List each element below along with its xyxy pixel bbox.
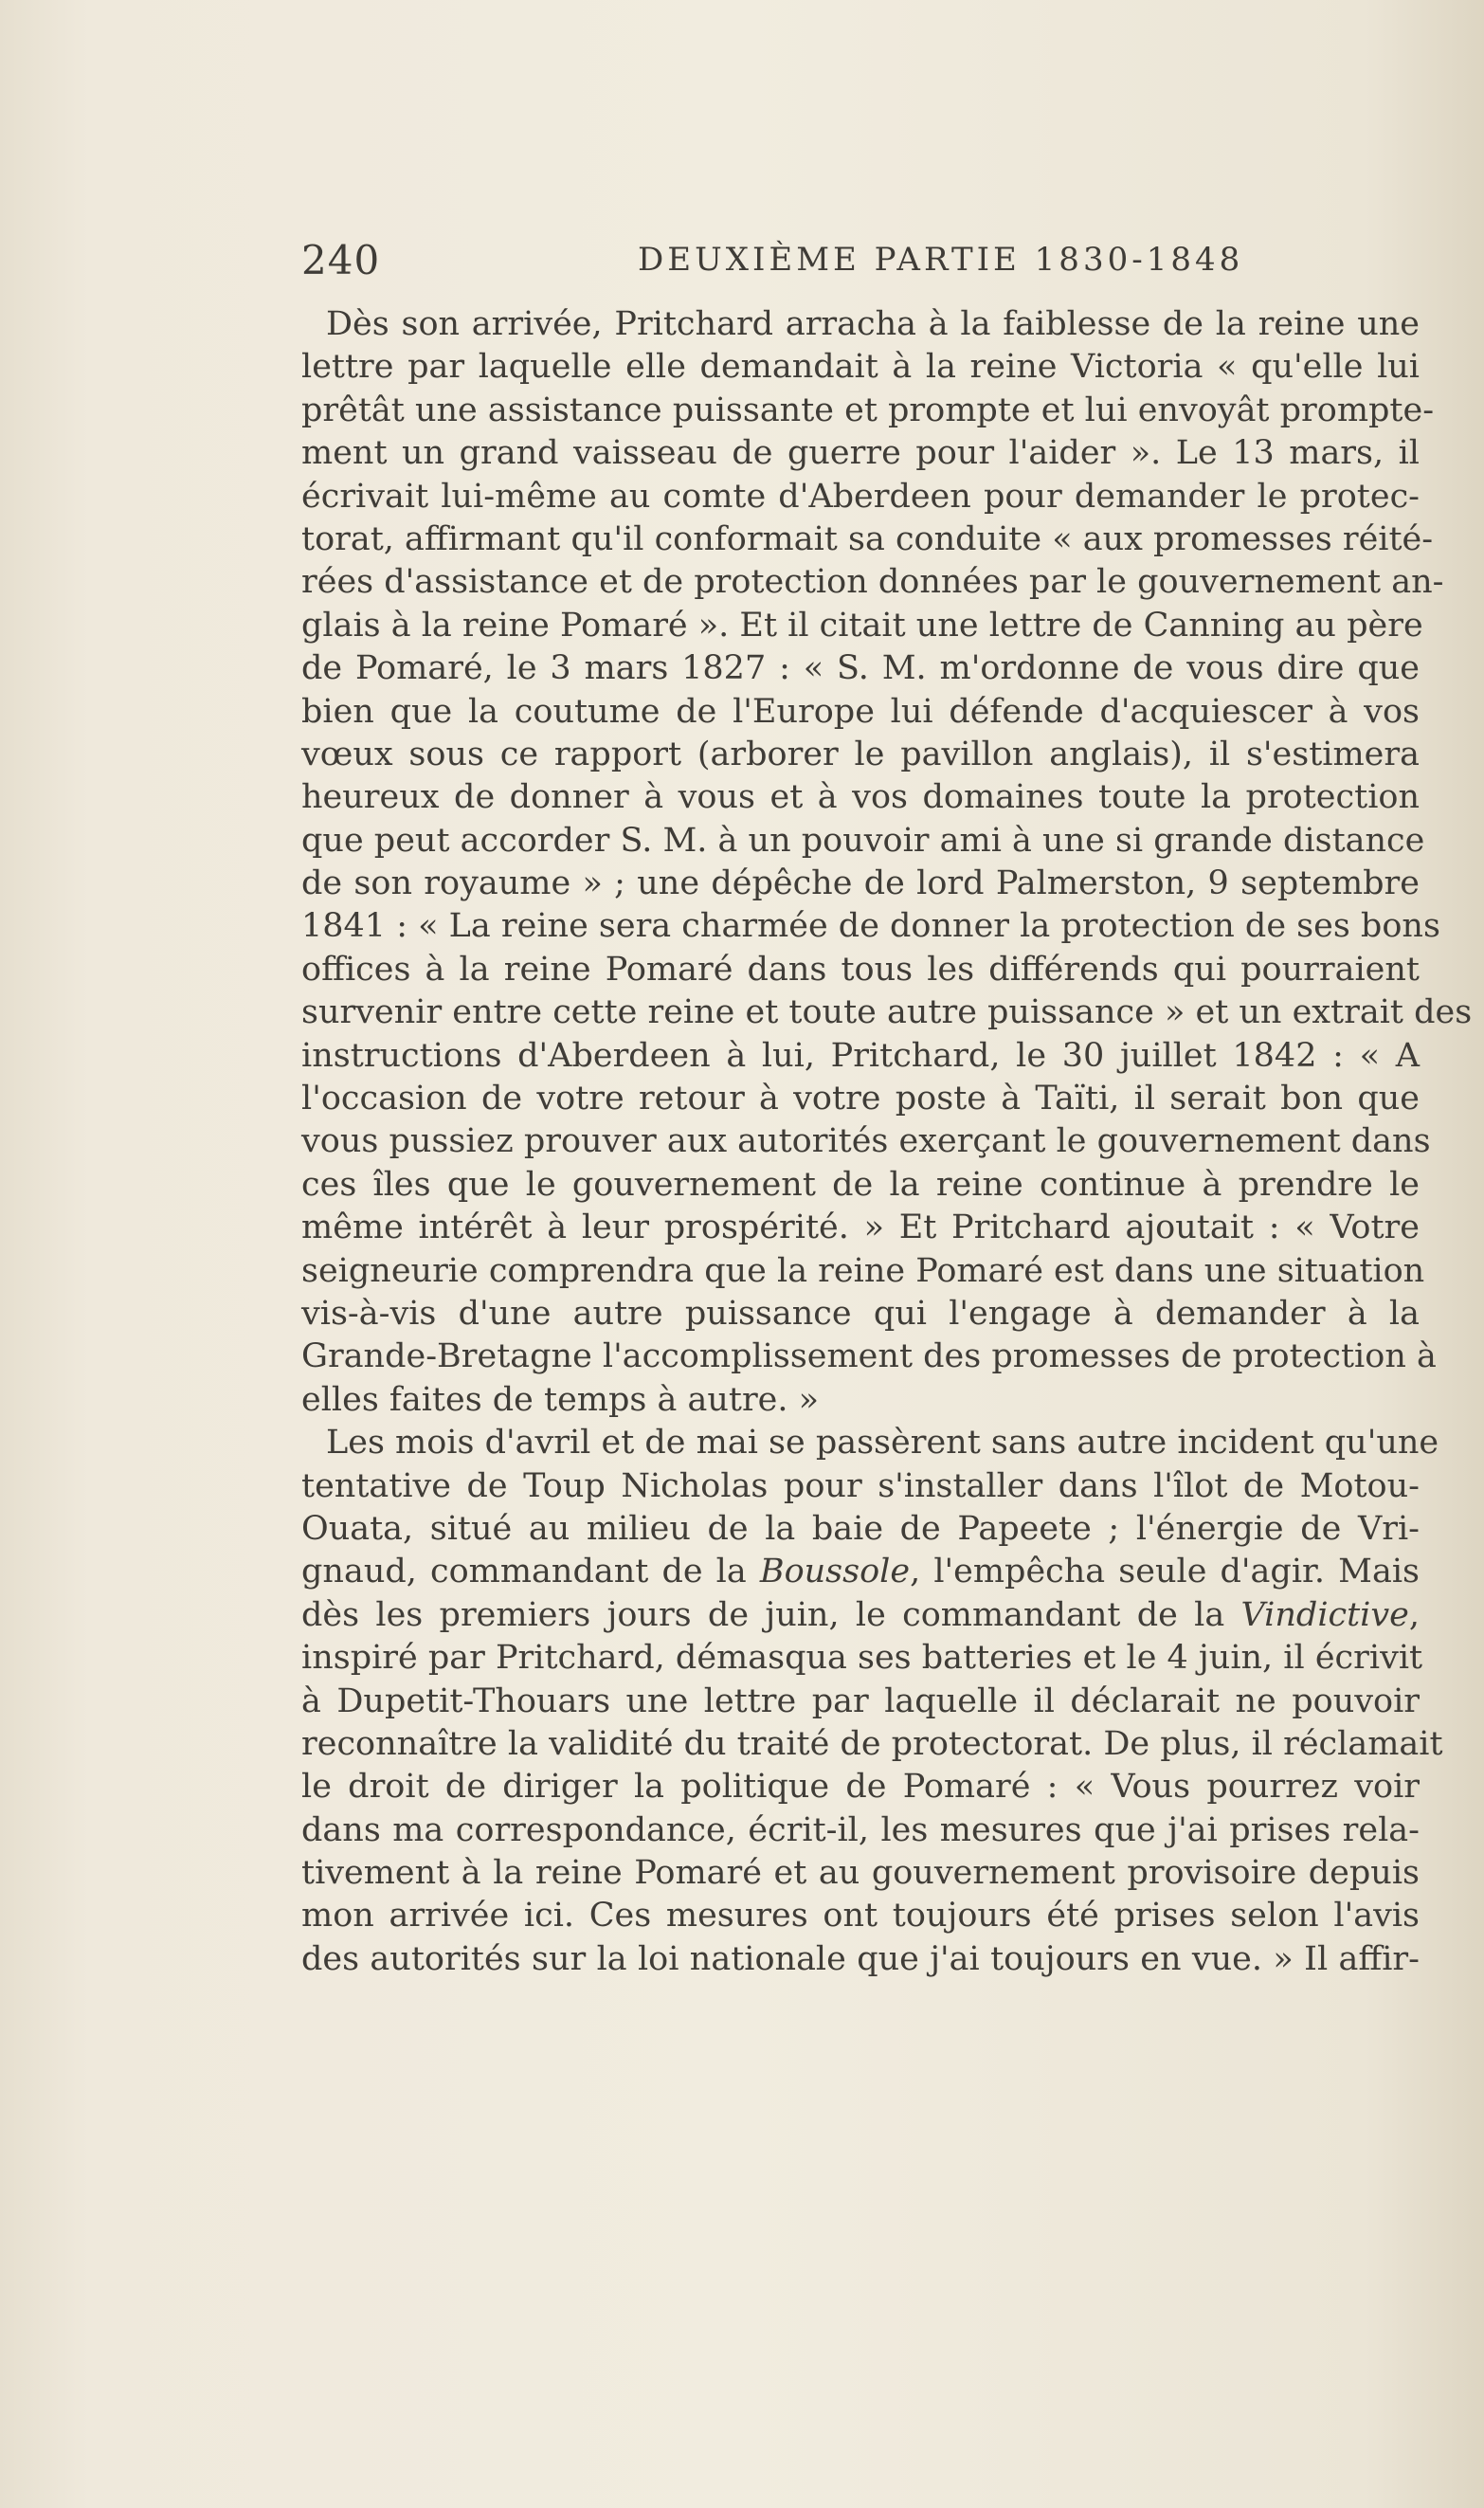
text-line: torat, affirmant qu'il conformait sa conduite « aux promesses réité- (301, 519, 1434, 558)
text-line: Ouata, situé au milieu de la baie de Papeete ; l'énergie de Vri- (301, 1509, 1420, 1548)
text-line: ment un grand vaisseau de guerre pour l'aider ». Le 13 mars, il (301, 434, 1420, 473)
page-header (301, 237, 1420, 284)
text-line: prêtât une assistance puissante et prompte et lui envoyât prompte- (301, 391, 1435, 429)
text-line: vœux sous ce rapport (arborer le pavillon anglais), il s'estimera (301, 735, 1420, 773)
text-line: à Dupetit-Thouars une lettre par laquelle il déclarait ne pouvoir (301, 1681, 1420, 1720)
text-line: rées d'assistance et de protection données par le gouvernement an- (301, 563, 1444, 602)
text-segment: dès les premiers jours de juin, le commandant de la (301, 1595, 1241, 1634)
text-line: bien que la coutume de l'Europe lui défende d'acquiescer à vos (301, 692, 1420, 731)
text-line: tentative de Toup Nicholas pour s'installer dans l'îlot de Motou- (301, 1466, 1420, 1505)
text-line: instructions d'Aberdeen à lui, Pritchard, le 30 juillet 1842 : « A (301, 1036, 1420, 1075)
text-line: Les mois d'avril et de mai se passèrent sans autre incident qu'une (326, 1424, 1439, 1463)
text-line: vis-à-vis d'une autre puissance qui l'engage à demander à la (301, 1294, 1420, 1333)
text-line: l'occasion de votre retour à votre poste à Taïti, il serait bon que (301, 1080, 1420, 1118)
text-line: de son royaume » ; une dépêche de lord Palmerston, 9 septembre (301, 864, 1420, 903)
text-line: offices à la reine Pomaré dans tous les différends qui pourraient (301, 950, 1420, 989)
text-line: inspiré par Pritchard, démasqua ses batteries et le 4 juin, il écrivit (301, 1639, 1423, 1678)
text-segment: gnaud, commandant de la (301, 1553, 760, 1591)
text-line: que peut accorder S. M. à un pouvoir ami à une si grande distance (301, 821, 1425, 860)
text-line: elles faites de temps à autre. » (301, 1380, 820, 1419)
text-line: lettre par laquelle elle demandait à la reine Victoria « qu'elle lui (301, 348, 1420, 387)
text-line-with-italic (301, 1594, 1420, 1637)
text-line: survenir entre cette reine et toute autre puissance » et un extrait des (301, 993, 1473, 1032)
text-line: seigneurie comprendra que la reine Pomaré est dans une situation (301, 1251, 1425, 1290)
text-line: écrivait lui-même au comte d'Aberdeen pour demander le protec- (301, 477, 1420, 516)
text-line: reconnaître la validité du traité de protectorat. De plus, il réclamait (301, 1724, 1443, 1763)
text-line: Dès son arrivée, Pritchard arracha à la faiblesse de la reine une (326, 305, 1420, 343)
text-line: Grande-Bretagne l'accomplissement des promesses de protection à (301, 1337, 1437, 1376)
text-line: le droit de diriger la politique de Pomaré : « Vous pourrez voir (301, 1768, 1420, 1807)
page-number: 240 (301, 237, 381, 283)
text-line: tivement à la reine Pomaré et au gouvernement provisoire depuis (301, 1854, 1420, 1893)
text-line-with-italic (301, 1551, 1420, 1593)
body-text (301, 303, 1473, 1981)
text-segment: , (1408, 1595, 1420, 1634)
text-line: vous pussiez prouver aux autorités exerçant le gouvernement dans (301, 1122, 1431, 1161)
text-line: même intérêt à leur prospérité. » Et Pritchard ajoutait : « Votre (301, 1209, 1420, 1247)
text-line: des autorités sur la loi nationale que j'ai toujours en vue. » Il affir- (301, 1939, 1420, 1978)
ship-name-vindictive: Vindictive (1240, 1595, 1409, 1634)
text-line: 1841 : « La reine sera charmée de donner la protection de ses bons (301, 907, 1440, 946)
ship-name-boussole: Boussole (759, 1553, 911, 1591)
text-line: de Pomaré, le 3 mars 1827 : « S. M. m'ordonne de vous dire que (301, 649, 1420, 688)
text-line: glais à la reine Pomaré ». Et il citait une lettre de Canning au père (301, 606, 1423, 645)
text-segment: , l'empêcha seule d'agir. Mais (910, 1553, 1420, 1591)
running-title: DEUXIÈME PARTIE 1830-1848 (638, 241, 1244, 279)
text-line: ces îles que le gouvernement de la reine continue à prendre le (301, 1165, 1420, 1204)
text-line: mon arrivée ici. Ces mesures ont toujours été prises selon l'avis (301, 1897, 1420, 1936)
text-line: heureux de donner à vous et à vos domaines toute la protection (301, 778, 1420, 817)
text-line: dans ma correspondance, écrit-il, les mesures que j'ai prises rela- (301, 1810, 1420, 1849)
